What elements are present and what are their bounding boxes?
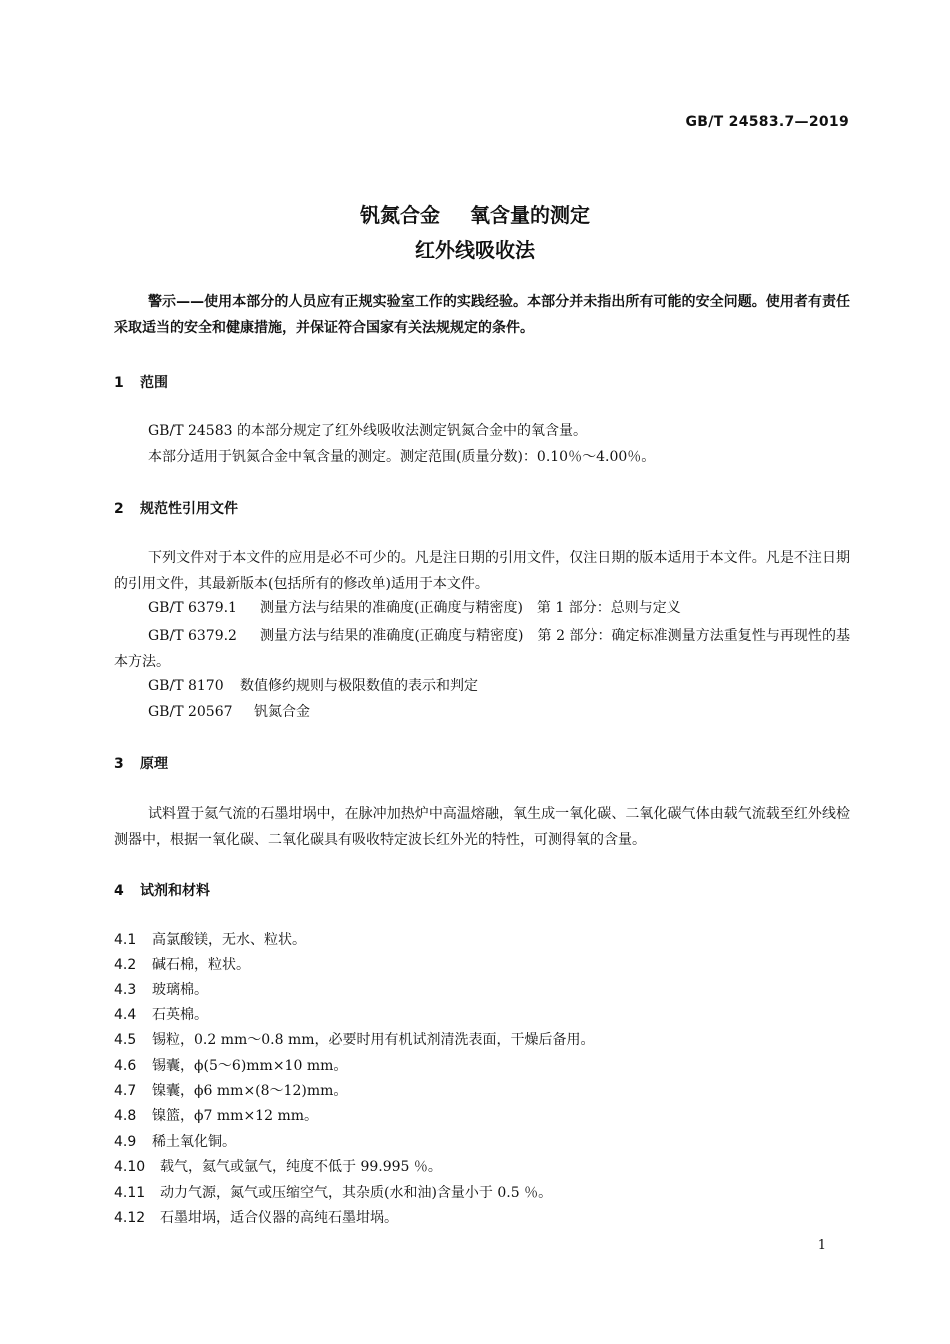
list-item: [114, 979, 208, 999]
section-title: 范围: [140, 375, 168, 391]
list-item: [114, 1004, 208, 1024]
reference-item: [114, 623, 850, 675]
section-title: 试剂和材料: [140, 883, 210, 899]
scope-paragraph-1: GB/T 24583 的本部分规定了红外线吸收法测定钒氮合金中的氧含量。: [148, 423, 587, 439]
reference-code: GB/T 20567: [148, 704, 233, 720]
title-part-b: 氧含量的测定: [470, 203, 590, 227]
title-part-a: 钒氮合金: [360, 203, 440, 227]
item-number: 4.1: [114, 932, 137, 948]
list-item: [114, 1080, 347, 1100]
item-number: 4.8: [114, 1108, 137, 1124]
item-text: 镍篮，ϕ7 mm×12 mm。: [152, 1108, 318, 1124]
item-number: 4.11: [114, 1185, 146, 1201]
list-item: [114, 1156, 442, 1176]
list-item: [114, 1182, 552, 1202]
section-4-heading: [114, 880, 210, 900]
item-text: 镍囊，ϕ6 mm×(8～12)mm。: [152, 1083, 348, 1099]
reference-title: 钒氮合金: [254, 704, 310, 720]
section-number: 3: [114, 756, 124, 772]
reference-item: [148, 701, 310, 721]
section-title: 规范性引用文件: [140, 501, 238, 517]
reference-title: 数值修约规则与极限数值的表示和判定: [240, 678, 478, 694]
list-item: [114, 1207, 398, 1227]
item-number: 4.10: [114, 1159, 146, 1175]
section-number: 4: [114, 883, 124, 899]
item-text: 石墨坩埚，适合仪器的高纯石墨坩埚。: [160, 1210, 398, 1226]
safety-warning: 警示——使用本部分的人员应有正规实验室工作的实践经验。本部分并未指出所有可能的安全问题。使用者有责任采取适当的安全和健康措施，并保证符合国家有关法规规定的条件。: [114, 294, 850, 336]
reference-code: GB/T 8170: [148, 678, 224, 694]
item-number: 4.3: [114, 982, 137, 998]
standard-number: GB/T 24583.7—2019: [685, 114, 849, 130]
reference-title: 测量方法与结果的准确度(正确度与精密度) 第 2 部分：确定标准测量方法重复性与再现性的基本方法。: [114, 628, 850, 670]
reference-code: GB/T 6379.1: [148, 600, 237, 616]
section-1-heading: [114, 372, 168, 392]
item-number: 4.2: [114, 957, 137, 973]
item-number: 4.9: [114, 1134, 137, 1150]
item-number: 4.5: [114, 1032, 137, 1048]
item-number: 4.12: [114, 1210, 146, 1226]
item-text: 动力气源，氮气或压缩空气，其杂质(水和油)含量小于 0.5 ％。: [160, 1185, 553, 1201]
reference-item: [148, 597, 681, 617]
list-item: [114, 1105, 318, 1125]
list-item: [114, 1055, 347, 1075]
scope-paragraph-2: 本部分适用于钒氮合金中氧含量的测定。测定范围(质量分数)：0.10％～4.00％。: [148, 449, 656, 465]
section-number: 1: [114, 375, 124, 391]
reference-item: [148, 675, 478, 695]
list-item: [114, 929, 306, 949]
principle-paragraph: 试料置于氦气流的石墨坩埚中，在脉冲加热炉中高温熔融，氧生成一氧化碳、二氧化碳气体由载气流载至红外线检测器中，根据一氧化碳、二氧化碳具有吸收特定波长红外光的特性，可测得氧的含量。: [114, 806, 850, 848]
list-item: [114, 954, 250, 974]
item-text: 稀土氧化铜。: [152, 1134, 236, 1150]
document-title-line1: [0, 199, 950, 228]
list-item: [114, 1131, 236, 1151]
document-title-line2: 红外线吸收法: [415, 238, 535, 262]
reference-title: 测量方法与结果的准确度(正确度与精密度) 第 1 部分：总则与定义: [260, 600, 681, 616]
references-intro: 下列文件对于本文件的应用是必不可少的。凡是注日期的引用文件，仅注日期的版本适用于本文件。凡是不注日期的引用文件，其最新版本(包括所有的修改单)适用于本文件。: [114, 550, 850, 592]
item-number: 4.7: [114, 1083, 137, 1099]
item-text: 锡囊，ϕ(5～6)mm×10 mm。: [152, 1058, 348, 1074]
list-item: [114, 1029, 595, 1049]
item-text: 高氯酸镁，无水、粒状。: [152, 932, 306, 948]
section-number: 2: [114, 501, 124, 517]
item-text: 玻璃棉。: [152, 982, 208, 998]
reference-code: GB/T 6379.2: [148, 628, 237, 644]
section-3-heading: [114, 753, 168, 773]
item-number: 4.4: [114, 1007, 137, 1023]
item-text: 载气，氦气或氩气，纯度不低于 99.995 ％。: [160, 1159, 442, 1175]
section-2-heading: [114, 498, 238, 518]
item-text: 石英棉。: [152, 1007, 208, 1023]
item-text: 碱石棉，粒状。: [152, 957, 250, 973]
page-number: 1: [817, 1238, 826, 1253]
item-text: 锡粒，0.2 mm～0.8 mm，必要时用有机试剂清洗表面，干燥后备用。: [152, 1032, 595, 1048]
item-number: 4.6: [114, 1058, 137, 1074]
section-title: 原理: [140, 756, 168, 772]
